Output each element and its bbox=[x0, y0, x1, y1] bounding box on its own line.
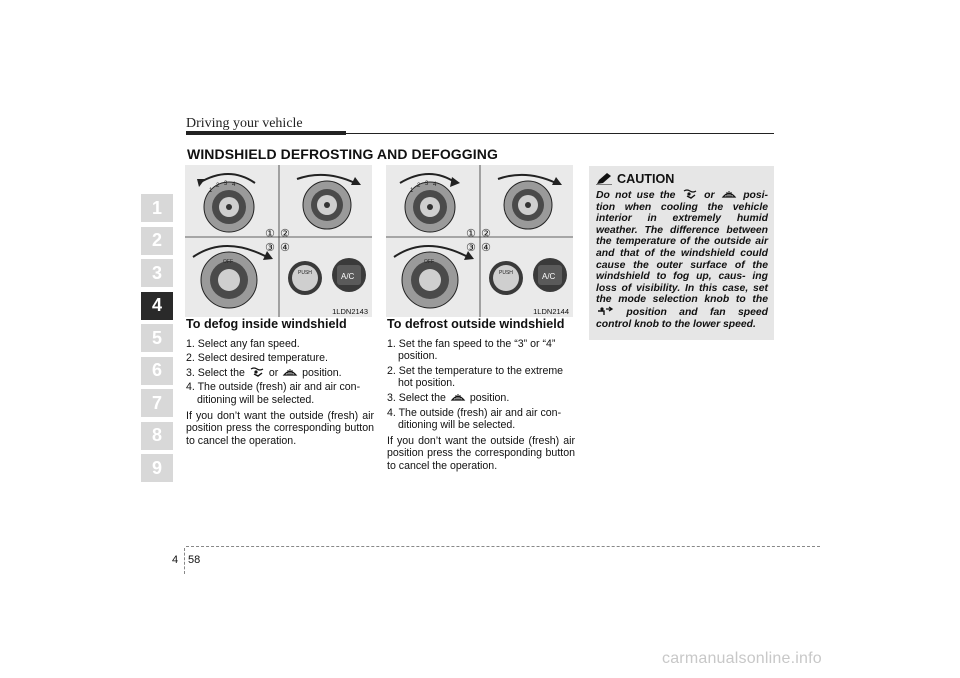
chapter-tab-8[interactable]: 8 bbox=[141, 422, 173, 450]
fan-speed-knob-icon bbox=[197, 174, 255, 232]
caution-title: CAUTION bbox=[617, 172, 675, 186]
defrost-step-1: 1. Set the fan speed to the “3” or “4” position. bbox=[387, 337, 556, 363]
svg-text:②: ② bbox=[280, 227, 290, 240]
svg-text:①: ① bbox=[466, 227, 476, 240]
caution-box bbox=[589, 166, 774, 340]
section-heading: WINDSHIELD DEFROSTING AND DEFOGGING bbox=[187, 146, 498, 162]
chapter-tab-5[interactable]: 5 bbox=[141, 324, 173, 352]
chapter-tabs bbox=[141, 194, 173, 487]
defog-step-2: 2. Select desired temperature. bbox=[186, 352, 328, 365]
figure-defrost-controls bbox=[386, 165, 573, 317]
caution-text-mid: posi- tion when cooling the vehicle interior in extremely humid weather. The difference between the temperature of the outside air and that of the windshield could cause the outer surface of the windshield to fog up, caus- ing loss of visibility. In this case, set the mode selection knob to the bbox=[596, 190, 769, 306]
defrost-title: To defrost outside windshield bbox=[387, 317, 565, 331]
defog-step-3-post: position. bbox=[302, 366, 342, 379]
caution-text-post: position and fan speed control knob to the lower speed. bbox=[596, 306, 769, 330]
svg-text:④: ④ bbox=[481, 241, 491, 254]
caution-text bbox=[596, 189, 768, 330]
mode-knob-icon bbox=[297, 175, 361, 229]
defog-step-4: 4. The outside (fresh) air and air con- ditioning will be selected. bbox=[186, 381, 361, 406]
svg-text:PUSH: PUSH bbox=[298, 270, 312, 276]
defrost-controls-illustration bbox=[386, 165, 573, 317]
page-chapter-number: 4 bbox=[172, 554, 179, 566]
svg-text:③: ③ bbox=[265, 241, 275, 254]
defog-title: To defog inside windshield bbox=[186, 317, 347, 331]
svg-text:4: 4 bbox=[433, 182, 437, 188]
face-floor-icon bbox=[596, 306, 614, 316]
defrost-step-2: 2. Set the temperature to the extreme hot position. bbox=[387, 364, 564, 390]
svg-text:②: ② bbox=[481, 227, 491, 240]
defrost-icon bbox=[720, 189, 738, 199]
defog-instructions bbox=[186, 318, 374, 447]
svg-text:4: 4 bbox=[232, 182, 236, 188]
figure-defog-controls bbox=[185, 165, 372, 317]
fan-speed-knob-icon bbox=[400, 174, 460, 232]
chapter-tab-4[interactable]: 4 bbox=[141, 292, 173, 320]
defog-controls-illustration bbox=[185, 165, 372, 317]
defrost-step-3 bbox=[387, 392, 575, 405]
svg-text:1: 1 bbox=[209, 188, 213, 194]
svg-text:3: 3 bbox=[224, 181, 228, 187]
page-number: 58 bbox=[188, 554, 201, 566]
caution-text-pre: Do not use the bbox=[596, 190, 676, 201]
defog-step-3-mid: or bbox=[268, 366, 279, 379]
defog-step-1: 1. Select any fan speed. bbox=[186, 337, 300, 350]
svg-text:④: ④ bbox=[280, 241, 290, 254]
defrost-step-3-pre: 3. Select the bbox=[387, 391, 446, 404]
defrost-icon bbox=[281, 367, 299, 377]
chapter-tab-6[interactable]: 6 bbox=[141, 357, 173, 385]
callout-numbers bbox=[466, 227, 491, 254]
svg-text:①: ① bbox=[265, 227, 275, 240]
svg-text:A/C: A/C bbox=[341, 272, 355, 281]
floor-defrost-icon bbox=[681, 189, 699, 199]
svg-text:③: ③ bbox=[466, 241, 476, 254]
defrost-step-4: 4. The outside (fresh) air and air con- ditioning will be selected. bbox=[387, 406, 562, 432]
defog-note: If you don’t want the outside (fresh) air position press the corresponding button to cancel the operation. bbox=[186, 409, 374, 447]
pencil-icon bbox=[596, 173, 612, 185]
defog-step-3-pre: 3. Select the bbox=[186, 366, 245, 379]
footer-divider bbox=[184, 548, 185, 574]
svg-text:PUSH: PUSH bbox=[499, 270, 513, 276]
chapter-tab-9[interactable]: 9 bbox=[141, 454, 173, 482]
svg-text:2: 2 bbox=[216, 183, 220, 189]
figure-code: 1LDN2143 bbox=[332, 307, 368, 316]
caution-text-or: or bbox=[704, 190, 715, 201]
header-rule-thick bbox=[186, 131, 346, 135]
chapter-tab-3[interactable]: 3 bbox=[141, 259, 173, 287]
defrost-icon bbox=[449, 392, 467, 402]
footer-rule bbox=[186, 546, 820, 547]
ac-buttons-icon bbox=[489, 258, 567, 295]
svg-text:2: 2 bbox=[417, 183, 421, 189]
header-rule-thin bbox=[346, 133, 774, 134]
floor-defrost-icon bbox=[248, 367, 266, 377]
chapter-tab-2[interactable]: 2 bbox=[141, 227, 173, 255]
defog-step-3 bbox=[186, 367, 374, 380]
figure-code: 1LDN2144 bbox=[533, 307, 569, 316]
svg-text:OFF: OFF bbox=[223, 259, 233, 265]
chapter-tab-7[interactable]: 7 bbox=[141, 389, 173, 417]
running-header-title: Driving your vehicle bbox=[186, 116, 303, 131]
ac-buttons-icon bbox=[288, 258, 366, 295]
temperature-knob-icon bbox=[193, 246, 273, 308]
svg-text:3: 3 bbox=[425, 181, 429, 187]
watermark: carmanualsonline.info bbox=[662, 650, 822, 667]
defrost-step-3-post: position. bbox=[469, 391, 510, 404]
callout-numbers bbox=[265, 227, 290, 254]
svg-text:1: 1 bbox=[410, 188, 414, 194]
caution-header bbox=[596, 172, 674, 186]
mode-knob-icon bbox=[498, 175, 562, 229]
temperature-knob-icon bbox=[394, 246, 474, 308]
svg-text:A/C: A/C bbox=[542, 272, 556, 281]
defrost-instructions bbox=[387, 318, 575, 473]
svg-text:OFF: OFF bbox=[424, 259, 434, 265]
chapter-tab-1[interactable]: 1 bbox=[141, 194, 173, 222]
defrost-note: If you don’t want the outside (fresh) air position press the corresponding button to cancel the operation. bbox=[387, 434, 575, 472]
